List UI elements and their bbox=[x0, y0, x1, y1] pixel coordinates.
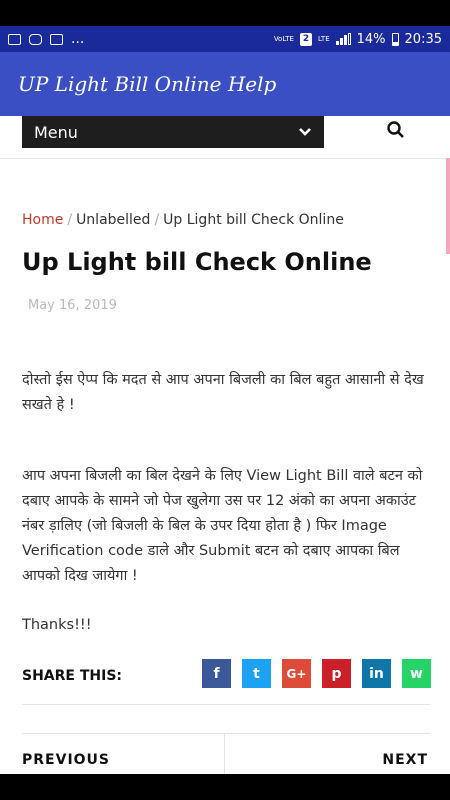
breadcrumb bbox=[22, 212, 344, 228]
twitter-icon: t bbox=[253, 665, 260, 682]
divider bbox=[22, 704, 430, 705]
breadcrumb-separator: / bbox=[67, 212, 73, 228]
app-bar bbox=[0, 52, 450, 116]
breadcrumb-home-link[interactable]: Home bbox=[22, 212, 64, 228]
menu-dropdown[interactable] bbox=[22, 116, 324, 148]
twitter-share-button[interactable] bbox=[242, 659, 271, 688]
pinterest-icon: p bbox=[331, 665, 342, 682]
status-bar bbox=[0, 26, 450, 52]
clock: 20:35 bbox=[404, 31, 442, 47]
linkedin-share-button[interactable] bbox=[362, 659, 391, 688]
lte-label: LTE bbox=[317, 34, 330, 43]
nav-divider bbox=[0, 158, 450, 159]
camera-notification-icon bbox=[50, 34, 63, 45]
post-nav-divider bbox=[224, 734, 225, 774]
battery-icon bbox=[392, 33, 399, 46]
whatsapp-share-button[interactable] bbox=[402, 659, 431, 688]
google-plus-icon: G+ bbox=[286, 666, 307, 681]
battery-percent: 14% bbox=[356, 31, 386, 47]
menu-label: Menu bbox=[34, 122, 78, 142]
scroll-indicator bbox=[446, 158, 450, 254]
bottom-letterbox bbox=[0, 774, 450, 800]
facebook-icon: f bbox=[213, 665, 220, 682]
next-post-link[interactable]: NEXT bbox=[382, 752, 428, 768]
chevron-down-icon bbox=[298, 127, 312, 137]
share-buttons bbox=[202, 659, 431, 688]
breadcrumb-current: Up Light bill Check Online bbox=[163, 212, 344, 228]
search-icon[interactable] bbox=[386, 120, 406, 140]
post-title: Up Light bill Check Online bbox=[22, 248, 372, 276]
breadcrumb-category-link[interactable]: Unlabelled bbox=[76, 212, 151, 228]
divider bbox=[22, 733, 430, 734]
post-date: May 16, 2019 bbox=[28, 298, 117, 313]
instagram-notification-icon bbox=[29, 34, 42, 45]
pinterest-share-button[interactable] bbox=[322, 659, 351, 688]
previous-post-link[interactable]: PREVIOUS bbox=[22, 752, 111, 768]
signal-strength-icon bbox=[336, 33, 351, 45]
breadcrumb-separator: / bbox=[154, 212, 160, 228]
linkedin-icon: in bbox=[369, 665, 384, 682]
share-label: SHARE THIS: bbox=[22, 668, 123, 684]
gallery-notification-icon bbox=[8, 34, 21, 45]
app-title: UP Light Bill Online Help bbox=[18, 72, 277, 96]
post-paragraph: आप अपना बिजली का बिल देखने के लिए View Light Bill वाले बटन को दबाए आपके के सामने जो पेज खुलेगा उस पर 12 अंको का अपना अकाउंट नंबर ड़ालिए (जो बिजली के बिल के उपर दिया होता है ) फिर Image Verification code डाले और Submit बटन को दबाए आपका बिल आपको दिख जायेगा ! bbox=[22, 468, 423, 584]
volte-label: VoLTE bbox=[273, 34, 294, 43]
post-paragraph: Thanks!!! bbox=[22, 617, 92, 633]
post-paragraph: दोस्तो ईस ऐप्प कि मदत से आप अपना बिजली का बिल बहुत आसानी से देख सखते हे ! bbox=[22, 372, 424, 413]
whatsapp-icon: w bbox=[410, 665, 423, 682]
web-page bbox=[0, 116, 450, 774]
facebook-share-button[interactable] bbox=[202, 659, 231, 688]
google-plus-share-button[interactable] bbox=[282, 659, 311, 688]
top-letterbox bbox=[0, 0, 450, 26]
more-notifications: ... bbox=[71, 31, 85, 47]
sim-slot-icon: 2 bbox=[300, 33, 312, 46]
